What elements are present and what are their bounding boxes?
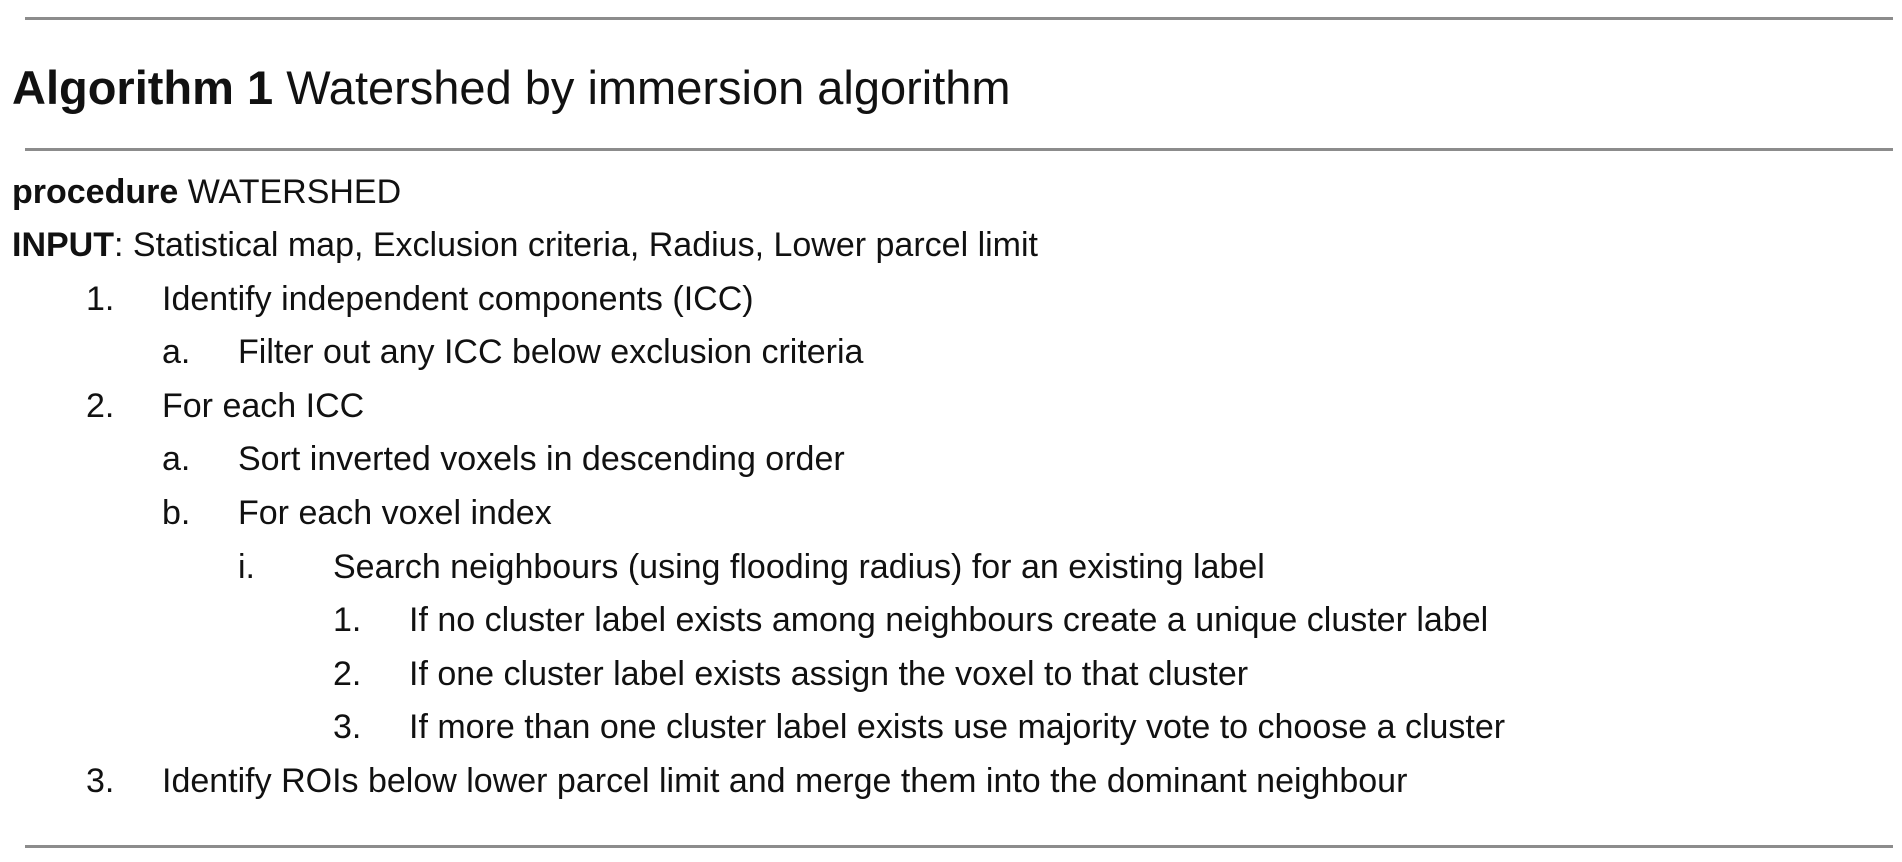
step-marker: b. [162,494,191,532]
step-marker: 3. [86,762,115,800]
procedure-line [12,170,401,214]
input-text: : Statistical map, Exclusion criteria, Radius, Lower parcel limit [114,226,1038,264]
header-rule [25,148,1893,151]
step-marker: i. [238,548,255,586]
step-text: For each ICC [162,387,365,425]
step-marker: a. [162,333,191,371]
step-marker: 1. [86,280,115,318]
step-text: Sort inverted voxels in descending order [238,440,845,478]
input-line [12,223,1038,267]
input-keyword: INPUT [12,226,114,264]
step-text: Filter out any ICC below exclusion criteria [238,333,864,371]
algorithm-title: Watershed by immersion algorithm [286,61,1011,114]
step-text: For each voxel index [238,494,552,532]
step-text: Identify ROIs below lower parcel limit and merge them into the dominant neighbour [162,762,1408,800]
top-rule [25,17,1893,20]
bottom-rule [25,845,1893,848]
algorithm-heading [12,58,1011,118]
algorithm-label: Algorithm 1 [12,61,274,114]
step-text: If more than one cluster label exists use majority vote to choose a cluster [409,708,1506,746]
step-text: If no cluster label exists among neighbours create a unique cluster label [409,601,1489,639]
step-text: Search neighbours (using flooding radius) for an existing label [333,548,1265,586]
procedure-keyword: procedure [12,173,179,211]
step-text: Identify independent components (ICC) [162,280,754,318]
step-marker: 2. [333,655,362,693]
step-text: If one cluster label exists assign the voxel to that cluster [409,655,1249,693]
step-marker: 2. [86,387,115,425]
procedure-name: WATERSHED [187,173,402,211]
step-marker: 3. [333,708,362,746]
step-marker: 1. [333,601,362,639]
step-marker: a. [162,440,191,478]
